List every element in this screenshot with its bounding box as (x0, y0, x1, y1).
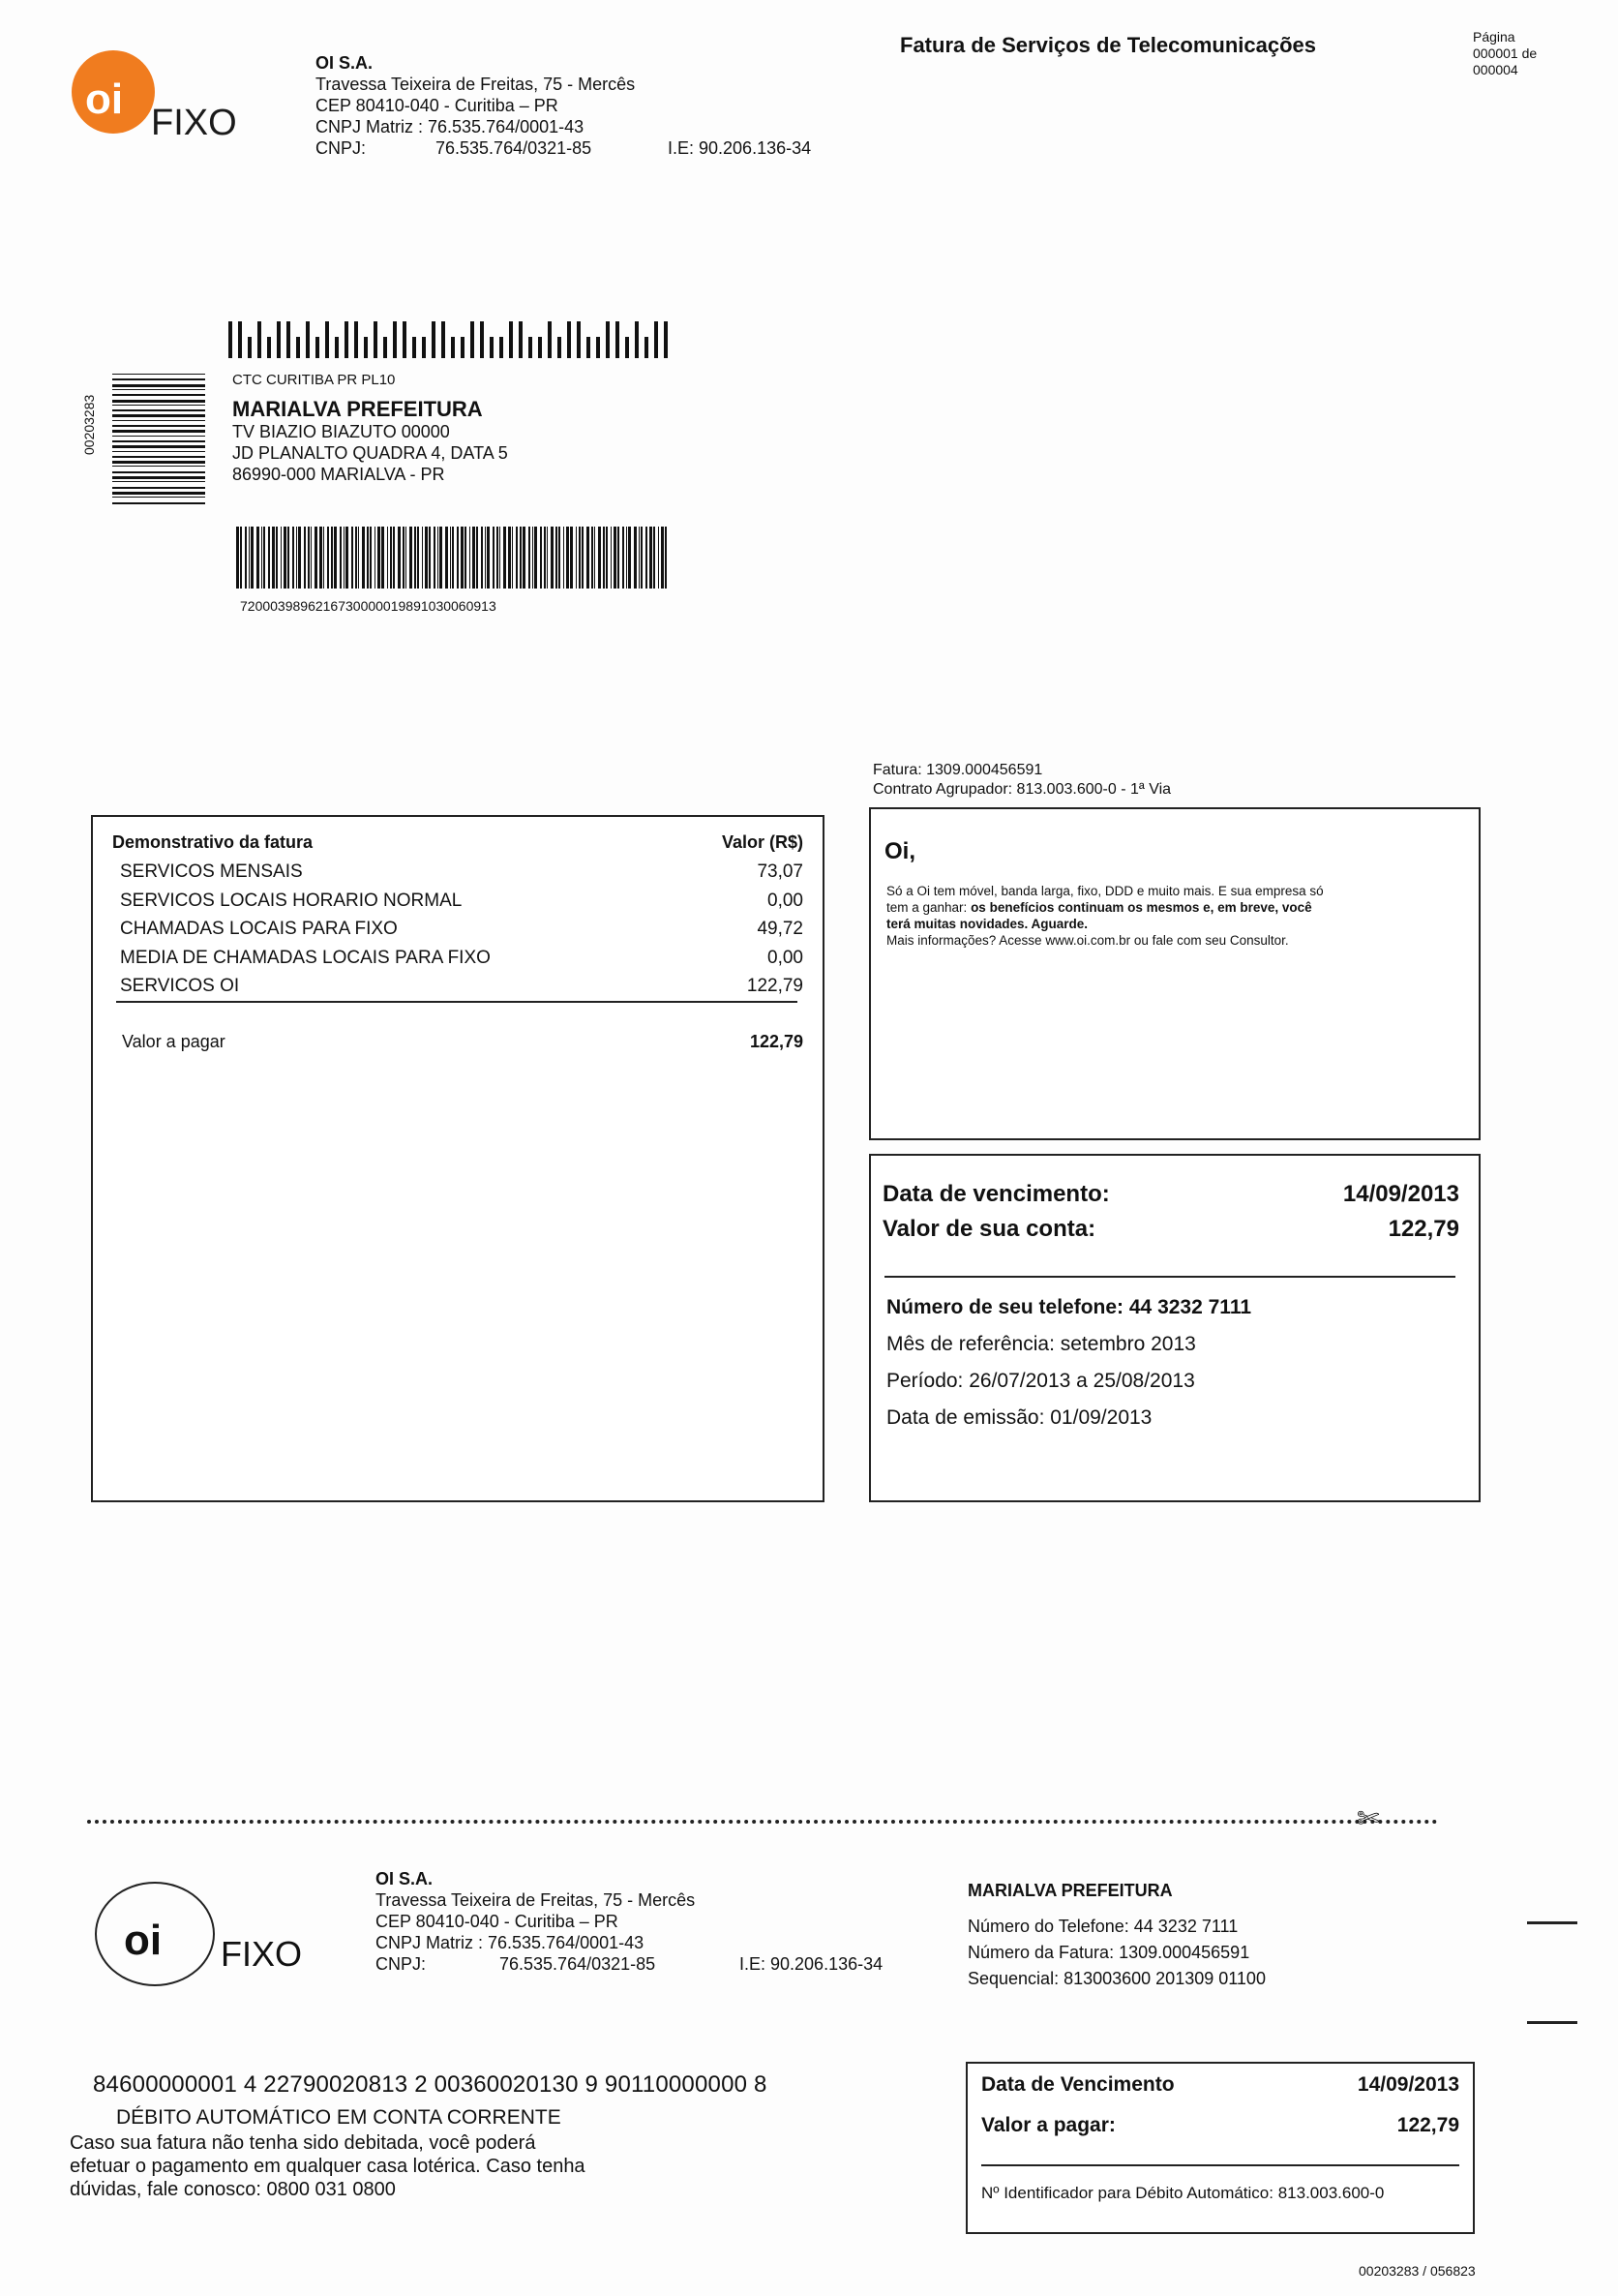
company-cnpj-matriz: CNPJ Matriz : 76.535.764/0001-43 (315, 117, 584, 136)
addressee-barcode-bar (261, 527, 263, 589)
side-barcode-stripe (112, 384, 205, 387)
postal-barcode-bar (228, 321, 232, 358)
addressee-barcode-bar (425, 527, 428, 589)
summary-due-label: Data de vencimento: (883, 1181, 1110, 1207)
postal-barcode-bar (461, 337, 464, 358)
stub-pay-value: 122,79 (1396, 2114, 1459, 2136)
addressee-barcode-bar (639, 527, 641, 589)
stub-customer-name: MARIALVA PREFEITURA (968, 1881, 1173, 1900)
addressee-barcode-bar (661, 527, 664, 589)
addressee-barcode-bar (268, 527, 271, 589)
company-address: Travessa Teixeira de Freitas, 75 - Mercês (315, 75, 636, 94)
addressee-barcode-bar (598, 527, 601, 589)
postal-barcode-bar (509, 321, 513, 358)
addressee-barcode-bar (528, 527, 530, 589)
side-barcode-stripe (112, 476, 205, 479)
stub-debit-text (70, 2131, 585, 2201)
addressee-barcode-bar (544, 527, 546, 589)
postal-barcode-bar (557, 337, 561, 358)
addressee-barcode-bar (579, 527, 580, 589)
postal-barcode-bar (238, 321, 242, 358)
postal-barcode-bar (625, 337, 629, 358)
page-total: 000004 (1473, 62, 1518, 77)
message-line1: Só a Oi tem móvel, banda larga, fixo, DDD e muito mais. E sua empresa só (886, 884, 1324, 898)
postal-barcode-bar (412, 337, 416, 358)
addressee-barcode-bar (614, 527, 616, 589)
edge-mark-bottom (1527, 2021, 1577, 2024)
stub-company-address: Travessa Teixeira de Freitas, 75 - Mercês (375, 1890, 696, 1910)
addressee-barcode-bar (439, 527, 442, 589)
addressee-barcode-bar (626, 527, 627, 589)
postal-barcode-bar (635, 321, 639, 358)
page-info (1473, 29, 1537, 78)
addressee-barcode-bar (367, 527, 369, 589)
addressee-barcode-bar (606, 527, 608, 589)
addressee-barcode-bar (457, 527, 460, 589)
addressee-barcode-bar (370, 527, 372, 589)
addressee-barcode-bar (496, 527, 498, 589)
postal-barcode-bar (490, 337, 494, 358)
addressee-barcode-bar (469, 527, 470, 589)
statement-row-value: 122,79 (746, 976, 803, 996)
side-barcode-stripe (112, 492, 205, 495)
statement-row-label: SERVICOS OI (120, 976, 240, 996)
addressee-barcode-bar (393, 527, 396, 589)
postal-barcode-bar (422, 337, 426, 358)
message-greeting: Oi, (884, 838, 916, 864)
addressee-barcode-bar (422, 527, 423, 589)
addressee-barcode-bar (499, 527, 500, 589)
stub-due-value: 14/09/2013 (1357, 2073, 1459, 2096)
side-barcode-stripe (112, 466, 205, 467)
postal-barcode-bar (296, 337, 300, 358)
stub-company-name: OI S.A. (375, 1869, 434, 1888)
addressee-barcode-bar (323, 527, 325, 589)
addressee-barcode-bar (649, 527, 651, 589)
addressee-barcode-bar (570, 527, 572, 589)
addressee-barcode-bar (628, 527, 631, 589)
addressee-barcode-bar (658, 527, 659, 589)
stub-sequence: Sequencial: 813003600 201309 01100 (968, 1969, 1266, 1988)
stub-oi-logo-text: oi (124, 1917, 163, 1964)
addressee-line1: TV BIAZIO BIAZUTO 00000 (232, 422, 450, 441)
summary-amount-label: Valor de sua conta: (883, 1216, 1096, 1242)
addressee-barcode-bar (523, 527, 524, 589)
statement-row-label: SERVICOS MENSAIS (120, 861, 303, 882)
postal-barcode-bar (480, 321, 484, 358)
addressee-barcode-bar (634, 527, 636, 589)
addressee-barcode-bar (292, 527, 294, 589)
addressee-barcode-bar (409, 527, 412, 589)
side-barcode-stripe (112, 394, 205, 396)
side-barcode-stripe (112, 487, 205, 489)
addressee-barcode-bar (304, 527, 306, 589)
addressee-barcode-bar (319, 527, 321, 589)
addressee-barcode-bar (450, 527, 452, 589)
postal-barcode-bar (383, 337, 387, 358)
stub-company-cep: CEP 80410-040 - Curitiba – PR (375, 1912, 618, 1931)
stub-ident: Nº Identificador para Débito Automático: 813.003.600-0 (981, 2184, 1385, 2202)
addressee-barcode-bar (429, 527, 431, 589)
addressee-barcode-bar (591, 527, 593, 589)
postal-barcode-bar (654, 321, 658, 358)
addressee-barcode-number: 7200039896216730000019891030060913 (240, 598, 496, 614)
side-barcode-stripe (112, 451, 205, 452)
addressee-barcode-bar (622, 527, 624, 589)
summary-divider (884, 1276, 1455, 1278)
statement-items (120, 858, 803, 1001)
statement-value-header: Valor (R$) (721, 832, 803, 852)
addressee-barcode-bar (532, 527, 533, 589)
addressee-barcode-bar (249, 527, 250, 589)
statement-row (120, 972, 803, 1001)
postal-barcode-bar (528, 337, 532, 358)
message-line2a: tem a ganhar: (886, 900, 972, 915)
addressee-barcode-bar (641, 527, 642, 589)
stub-customer-block (968, 1878, 1266, 1992)
stub-debit-line2: efetuar o pagamento em qualquer casa lotérica. Caso tenha (70, 2156, 585, 2177)
addressee-barcode-bar (362, 527, 365, 589)
document-title: Fatura de Serviços de Telecomunicações (900, 33, 1316, 57)
addressee-barcode-bar (403, 527, 404, 589)
addressee-barcode-bar (603, 527, 605, 589)
company-ie: I.E: 90.206.136-34 (668, 138, 812, 158)
addressee-barcode-bar (487, 527, 490, 589)
invoice-contract: Contrato Agrupador: 813.003.600-0 - 1ª Via (873, 781, 1172, 798)
postal-barcode-bar (644, 337, 648, 358)
side-barcode-stripe (112, 425, 205, 427)
addressee-barcode-bar (417, 527, 419, 589)
postal-barcode-bar (277, 321, 281, 358)
statement-total-value: 122,79 (749, 1032, 803, 1051)
addressee-barcode-bar (345, 527, 348, 589)
addressee-barcode-bar (461, 527, 463, 589)
addressee-barcode-bar (331, 527, 334, 589)
postal-barcode-bar (315, 337, 319, 358)
postal-barcode-bar (403, 321, 406, 358)
postal-barcode-bar (567, 321, 571, 358)
edge-mark-top (1527, 1921, 1577, 1924)
statement-row-value: 0,00 (767, 947, 803, 968)
addressee-barcode-bar (311, 527, 312, 589)
addressee-barcode-bar (334, 527, 336, 589)
postal-barcode-bar (538, 337, 542, 358)
side-barcode-stripe (112, 409, 205, 411)
postal-barcode-bar (615, 321, 619, 358)
side-barcode-stripe (112, 436, 205, 437)
summary-phone: Número de seu telefone: 44 3232 7111 (886, 1296, 1252, 1318)
addressee-line3: 86990-000 MARIALVA - PR (232, 465, 445, 484)
addressee-barcode-bar (256, 527, 258, 589)
side-barcode-stripe (112, 497, 205, 498)
postal-barcode (228, 319, 668, 358)
stub-invoice: Número da Fatura: 1309.000456591 (968, 1943, 1250, 1962)
addressee-barcode-bar (551, 527, 554, 589)
addressee-barcode-bar (355, 527, 357, 589)
stub-digitable-line: 84600000001 4 22790020813 2 00360020130 9 90110000000 8 (93, 2071, 767, 2098)
addressee-barcode-bar (540, 527, 542, 589)
addressee-barcode-bar (434, 527, 435, 589)
addressee-barcode-bar (281, 527, 282, 589)
addressee-barcode-bar (558, 527, 560, 589)
statement-row (120, 887, 803, 916)
postal-barcode-bar (345, 321, 348, 358)
summary-period: Período: 26/07/2013 a 25/08/2013 (886, 1370, 1195, 1392)
addressee-barcode-bar (464, 527, 466, 589)
oi-logo-text: oi (85, 76, 124, 123)
message-box (869, 807, 1481, 1140)
side-code: 00203283 (81, 394, 97, 455)
addressee-barcode-bar (414, 527, 416, 589)
addressee-barcode-bar (503, 527, 506, 589)
addressee-barcode-bar (351, 527, 353, 589)
postal-barcode-bar (364, 337, 368, 358)
addressee-barcode-bar (481, 527, 483, 589)
addressee-barcode-bar (263, 527, 264, 589)
addressee-barcode-bar (452, 527, 453, 589)
addressee-barcode-bar (582, 527, 584, 589)
side-barcode (112, 374, 205, 509)
addressee-barcode-bar (645, 527, 648, 589)
addressee-barcode-bar (516, 527, 517, 589)
statement-total-label: Valor a pagar (122, 1032, 225, 1051)
cut-line (87, 1820, 1438, 1824)
addressee-name: MARIALVA PREFEITURA (232, 397, 483, 421)
side-barcode-stripe (112, 420, 205, 421)
addressee-barcode-bar (296, 527, 297, 589)
company-cep: CEP 80410-040 - Curitiba – PR (315, 96, 558, 115)
side-barcode-stripe (112, 389, 205, 390)
addressee-line2: JD PLANALTO QUADRA 4, DATA 5 (232, 443, 508, 463)
postal-barcode-bar (335, 337, 339, 358)
addressee-barcode-bar (485, 527, 486, 589)
addressee-barcode-bar (236, 527, 239, 589)
side-barcode-stripe (112, 471, 205, 473)
addressee-barcode-bar (251, 527, 254, 589)
statement-row (120, 858, 803, 887)
fixo-logo-text: FIXO (151, 103, 237, 143)
postal-barcode-bar (664, 321, 668, 358)
company-name: OI S.A. (315, 53, 374, 73)
postal-barcode-bar (548, 321, 552, 358)
postal-barcode-bar (519, 321, 523, 358)
statement-row-label: SERVICOS LOCAIS HORARIO NORMAL (120, 890, 463, 911)
summary-due-value: 14/09/2013 (1342, 1181, 1459, 1207)
stub-pay-label: Valor a pagar: (981, 2114, 1116, 2136)
company-cnpj-value: 76.535.764/0321-85 (435, 138, 592, 158)
stub-company-cnpj-value: 76.535.764/0321-85 (499, 1954, 656, 1974)
postal-barcode-bar (306, 321, 310, 358)
company-cnpj-label: CNPJ: (315, 138, 367, 158)
statement-row-value: 73,07 (757, 861, 803, 882)
addressee-barcode-bar (245, 527, 247, 589)
summary-issue-date: Data de emissão: 01/09/2013 (886, 1406, 1153, 1429)
addressee-barcode-bar (287, 527, 289, 589)
stub-payment-box (966, 2062, 1475, 2234)
postal-barcode-bar (499, 337, 503, 358)
postal-barcode-bar (257, 321, 261, 358)
page-label: Página (1473, 29, 1515, 45)
postal-barcode-bar (586, 337, 590, 358)
addressee-barcode-bar (308, 527, 310, 589)
addressee-barcode-bar (653, 527, 655, 589)
postal-barcode-bar (577, 321, 581, 358)
addressee-barcode-bar (547, 527, 548, 589)
addressee-barcode-bar (566, 527, 569, 589)
stub-phone: Número do Telefone: 44 3232 7111 (968, 1917, 1239, 1936)
postal-barcode-bar (374, 321, 377, 358)
oi-fixo-logo (70, 46, 237, 153)
addressee-barcode-bar (272, 527, 274, 589)
side-barcode-stripe (112, 414, 205, 417)
addressee-barcode-bar (390, 527, 391, 589)
postal-barcode-bar (286, 321, 290, 358)
message-line2b: os benefícios continuam os mesmos e, em breve, você (971, 900, 1312, 915)
postal-barcode-bar (451, 337, 455, 358)
postal-barcode-bar (393, 321, 397, 358)
addressee-barcode-bar (358, 527, 359, 589)
addressee-barcode-bar (563, 527, 564, 589)
side-barcode-stripe (112, 400, 205, 403)
side-barcode-stripe (112, 440, 205, 442)
message-line3: terá muitas novidades. Aguarde. (886, 917, 1089, 931)
addressee-barcode-bar (611, 527, 612, 589)
addressee-barcode-bar (381, 527, 383, 589)
page-number: 000001 de (1473, 45, 1538, 61)
addressee-barcode-bar (340, 527, 342, 589)
postal-barcode-bar (432, 321, 435, 358)
postal-barcode-bar (441, 321, 445, 358)
stub-company-ie: I.E: 90.206.136-34 (739, 1954, 884, 1974)
addressee-barcode-bar (512, 527, 514, 589)
addressee-barcode (236, 527, 670, 589)
addressee-barcode-bar (298, 527, 301, 589)
addressee-barcode-bar (665, 527, 667, 589)
invoice-number: Fatura: 1309.000456591 (873, 762, 1043, 778)
side-barcode-stripe (112, 456, 205, 458)
statement-divider (116, 1001, 797, 1003)
statement-row-value: 0,00 (767, 890, 803, 911)
postal-barcode-bar (470, 321, 474, 358)
addressee-ctc: CTC CURITIBA PR PL10 (232, 372, 396, 388)
stub-company-info (375, 1868, 883, 1975)
stub-due-label: Data de Vencimento (981, 2073, 1175, 2096)
summary-box (869, 1154, 1481, 1502)
addressee-barcode-bar (377, 527, 380, 589)
summary-ref-month: Mês de referência: setembro 2013 (886, 1333, 1196, 1355)
stub-company-cnpj-label: CNPJ: (375, 1954, 427, 1974)
addressee-barcode-bar (576, 527, 578, 589)
addressee-barcode-bar (240, 527, 242, 589)
statement-row-label: MEDIA DE CHAMADAS LOCAIS PARA FIXO (120, 947, 491, 968)
statement-box (91, 815, 824, 1502)
postal-barcode-bar (267, 337, 271, 358)
addressee-barcode-bar (555, 527, 557, 589)
statement-row (120, 944, 803, 973)
addressee-barcode-bar (493, 527, 494, 589)
addressee-barcode-bar (387, 527, 389, 589)
addressee-barcode-bar (284, 527, 286, 589)
addressee-barcode-bar (276, 527, 278, 589)
addressee-barcode-bar (508, 527, 510, 589)
stub-debit-title: DÉBITO AUTOMÁTICO EM CONTA CORRENTE (116, 2106, 561, 2129)
addressee-barcode-bar (398, 527, 400, 589)
side-barcode-stripe (112, 502, 205, 504)
addressee-barcode-bar (327, 527, 328, 589)
addressee-block (232, 372, 508, 485)
addressee-barcode-bar (472, 527, 475, 589)
side-barcode-stripe (112, 430, 205, 433)
addressee-barcode-bar (594, 527, 595, 589)
stub-oi-fixo-logo (93, 1874, 315, 1990)
invoice-ref (873, 761, 1171, 800)
side-barcode-stripe (112, 405, 205, 406)
postal-barcode-bar (325, 321, 329, 358)
stub-footer-code: 00203283 / 056823 (1359, 2263, 1476, 2279)
addressee-barcode-bar (437, 527, 438, 589)
postal-barcode-bar (354, 321, 358, 358)
addressee-barcode-bar (617, 527, 619, 589)
message-line4: Mais informações? Acesse www.oi.com.br ou fale com seu Consultor. (886, 933, 1289, 948)
addressee-barcode-bar (445, 527, 447, 589)
postal-barcode-bar (248, 337, 252, 358)
stub-debit-line1: Caso sua fatura não tenha sido debitada, você poderá (70, 2132, 536, 2154)
statement-row-value: 49,72 (757, 919, 803, 939)
statement-row-label: CHAMADAS LOCAIS PARA FIXO (120, 919, 398, 939)
addressee-barcode-bar (405, 527, 406, 589)
side-barcode-stripe (112, 461, 205, 464)
side-barcode-stripe (112, 374, 205, 375)
addressee-barcode-bar (315, 527, 317, 589)
addressee-barcode-bar (534, 527, 537, 589)
side-barcode-stripe (112, 378, 205, 380)
statement-title: Demonstrativo da fatura (112, 832, 314, 852)
postal-barcode-bar (606, 321, 610, 358)
company-info (315, 52, 811, 159)
addressee-barcode-bar (520, 527, 523, 589)
summary-amount-value: 122,79 (1388, 1216, 1459, 1242)
addressee-barcode-bar (476, 527, 478, 589)
addressee-barcode-bar (344, 527, 345, 589)
stub-payment-divider (981, 2164, 1459, 2166)
side-barcode-stripe (112, 445, 205, 448)
stub-company-cnpj-matriz: CNPJ Matriz : 76.535.764/0001-43 (375, 1933, 644, 1952)
postal-barcode-bar (596, 337, 600, 358)
side-barcode-stripe (112, 481, 205, 482)
scissors-icon: ✄ (1357, 1803, 1380, 1833)
addressee-barcode-bar (586, 527, 588, 589)
stub-fixo-logo-text: FIXO (221, 1934, 303, 1974)
stub-debit-line3: dúvidas, fale conosco: 0800 031 0800 (70, 2179, 396, 2200)
statement-row (120, 915, 803, 944)
